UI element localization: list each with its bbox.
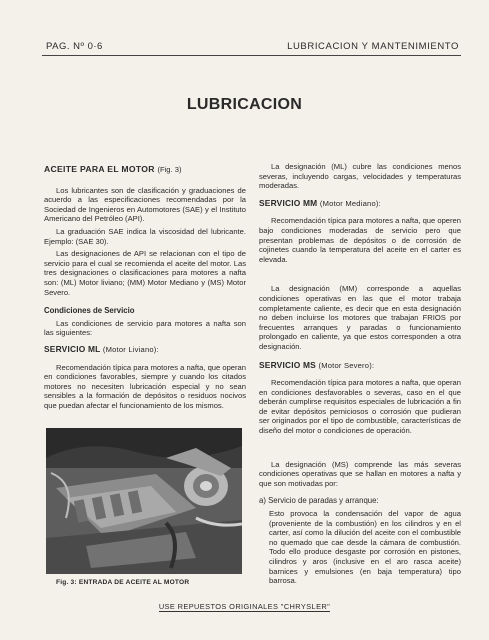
- heading-condiciones: Condiciones de Servicio: [44, 306, 135, 316]
- right-column: [259, 162, 461, 586]
- paragraph-ms-designation: La designación (MS) comprende las más severas condiciones operativas que se hallan en motores a nafta y que son motivadas por:: [259, 459, 461, 488]
- page-footer: [0, 602, 489, 611]
- paragraph-sae: La graduación SAE indica la viscosidad del lubricante. Ejemplo: (SAE 30).: [44, 226, 246, 246]
- heading-servicio-mm-text: SERVICIO MM: [259, 197, 318, 208]
- paragraph-servicio-ml: Recomendación típica para motores a nafta, que operan en condiciones favorables, siempre y cuando los citados motores no necesiten lubricación especial y no sean sensibles a la formación de depósitos o residuos nocivos que puedan afectar el funcionamiento de los mismos.: [44, 362, 246, 410]
- page-title: LUBRICACION: [186, 96, 303, 113]
- section-title: LUBRICACION Y MANTENIMIENTO: [287, 41, 459, 52]
- paragraph-ml-designation: La designación (ML) cubre las condiciones menos severas, incluyendo cargas, velocidades y temperaturas moderadas.: [259, 162, 461, 191]
- heading-servicio-mm-sub: (Motor Mediano):: [319, 198, 381, 208]
- item-a-heading: a) Servicio de paradas y arranque:: [259, 496, 379, 506]
- figure-caption: Fig. 3: ENTRADA DE ACEITE AL MOTOR: [56, 579, 190, 586]
- heading-servicio-ms: [259, 361, 461, 371]
- paragraph-lubricantes: Los lubricantes son de clasificación y graduaciones de acuerdo a las especificaciones recomendadas por la Sociedad de Ingenieros en Automotores (SAE) y el Instituto Americano del Petróleo (API).: [44, 185, 246, 224]
- heading-servicio-ml-text: SERVICIO ML: [44, 343, 101, 354]
- paragraph-api: Las designaciones de API se relacionan con el tipo de servicio para el cual se recomienda el aceite del motor. Las tres designaciones o clasificaciones para motores a nafta son: (ML) Motor liviano; (MM) Motor Mediano y (MS) Motor Severo.: [44, 249, 246, 297]
- heading-aceite-ref: (Fig. 3): [157, 165, 182, 174]
- item-a-block: [259, 509, 461, 586]
- item-a-text: Esto provoca la condensación del vapor de agua (proveniente de la combustión) en los cilindros y en el carter, así como la dilución del aceite con el combustible no quemado que cae desde la cámara de combustión. Todo ello produce desgaste por corrosión en pistones, cilindros y aros (inclusive en el aro rasca aceite) barnices y emulsiones (en baja temperatura) tipo barrosa.: [269, 509, 461, 586]
- heading-aceite-text: ACEITE PARA EL MOTOR: [44, 164, 155, 174]
- heading-aceite: [44, 165, 246, 175]
- heading-servicio-ms-text: SERVICIO MS: [259, 359, 316, 370]
- page-number: PAG. Nº 0·6: [46, 41, 103, 52]
- left-column: [44, 165, 246, 410]
- paragraph-servicio-mm: Recomendación típica para motores a nafta, que operen bajo condiciones moderadas de servicio pero que presentan problemas de depósitos o de corrosión de cojinetes cuando la temperatura del aceite en el carter es elevada.: [259, 216, 461, 264]
- paragraph-mm-designation: La designación (MM) corresponde a aquellas condiciones operativas en las que el motor trabaja completamente caliente, es decir que en esta designación no deben incluirse los motores que trabajan FRIOS por frecuentes arranques y paradas o funcionamiento prolongado en caliente, ya que estos corresponden a otra designación.: [259, 284, 461, 351]
- heading-servicio-ms-sub: (Motor Severo):: [318, 360, 375, 370]
- footer-text: USE REPUESTOS ORIGINALES "CHRYSLER": [158, 602, 331, 611]
- heading-servicio-ml-sub: (Motor Liviano):: [102, 344, 159, 354]
- paragraph-condiciones: Las condiciones de servicio para motores a nafta son las siguientes:: [44, 318, 246, 338]
- engine-photo: [46, 428, 242, 574]
- paragraph-servicio-ms: Recomendación típica para motores a nafta, que operan en condiciones desfavorables o severas, caso en el que deberán cumplirse requisitos especiales de lubricación a fin de evitar depósitos perniciosos o corrosión que pudieran ser originados por el tipo de combustible, características de diseño del motor o condiciones de operación.: [259, 378, 461, 436]
- heading-servicio-ml: [44, 345, 246, 355]
- heading-servicio-mm: [259, 199, 461, 209]
- header-rule: [42, 55, 461, 56]
